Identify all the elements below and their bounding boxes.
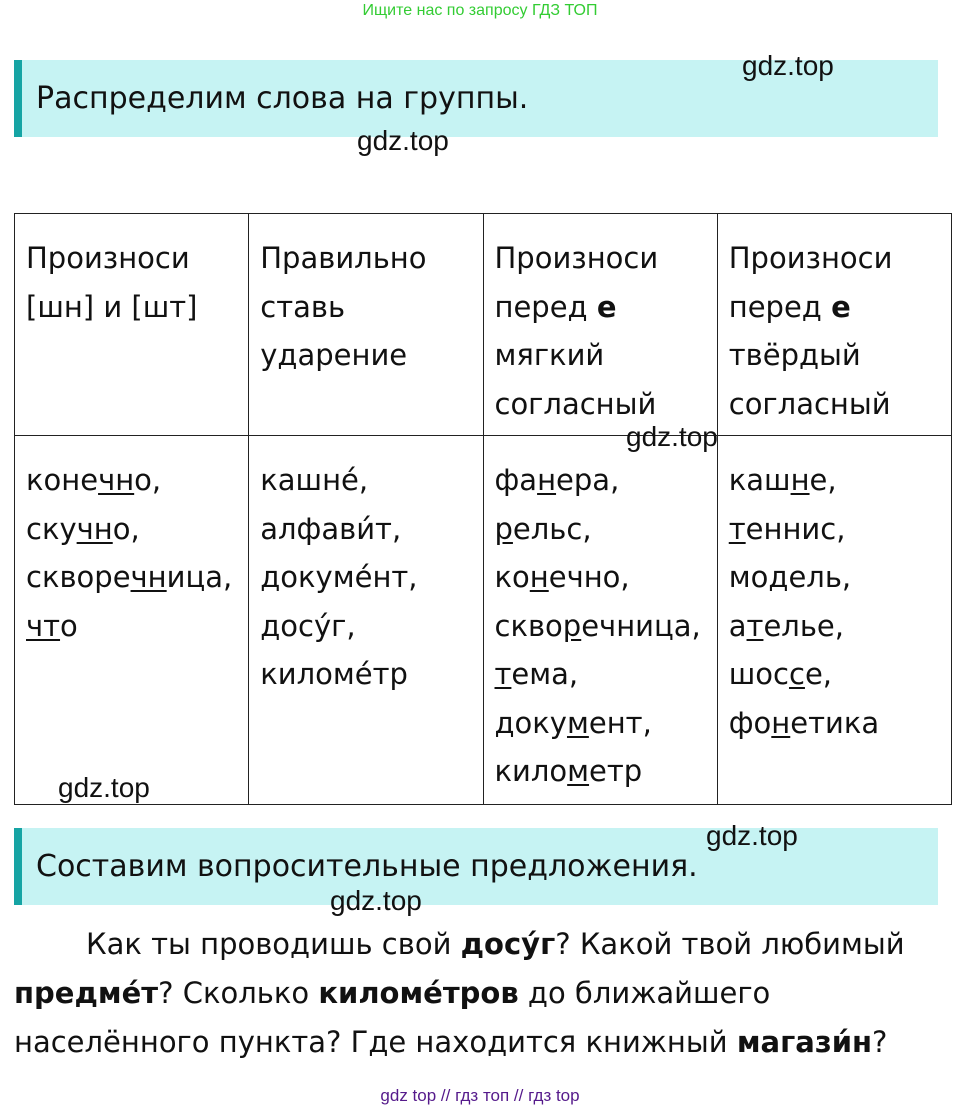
underlined-letters: с [788,657,805,691]
table-row [15,436,952,805]
word-line [26,505,242,554]
bold-word: досу́г [460,927,556,961]
header-cell-content [729,234,945,428]
watermark: gdz.top [58,772,150,803]
text-segment: твёрдый [728,338,861,372]
top-search-note: Ищите нас по запросу ГДЗ ТОП [362,2,598,19]
word-line [495,699,711,748]
underlined-letters: т [494,657,512,691]
word-list [729,456,945,747]
underlined-letters: н [790,463,810,497]
text-segment: ельс, [512,511,592,546]
word-line [495,331,711,380]
text-segment: доку [494,705,567,740]
watermark: gdz.top [706,820,798,851]
text-segment: шос [728,657,789,691]
text-segment: каш [728,463,791,497]
underlined-letters: чн [98,463,135,497]
bold-word: е [831,289,851,324]
word-line [260,456,476,505]
word-line [26,553,242,602]
text-segment: кашне́, [260,463,369,497]
word-cell [249,436,483,805]
word-cell [483,436,717,805]
word-line [260,553,476,602]
word-line [729,650,945,699]
text-segment: о, [112,511,140,546]
underlined-letters: н [771,705,791,740]
text-segment: фа [494,463,538,497]
header-cell [483,214,717,436]
word-list [260,456,476,699]
text-segment: ечница, [581,608,701,643]
bold-word: магази́н [736,1025,873,1059]
watermark: gdz.top [330,885,422,916]
underlined-letters: р [494,511,513,546]
text-segment: о [60,608,78,643]
text-segment: о, [134,463,162,497]
text-segment: ель, [788,560,852,594]
text-segment: коне [26,463,99,497]
word-line [260,650,476,699]
text-segment: Произноси [728,241,893,275]
word-cell [15,436,249,805]
underlined-letters: д [768,560,789,594]
watermark: gdz.top [626,421,718,452]
text-segment: кило [494,754,568,788]
word-line [495,505,711,554]
text-segment: согласный [728,386,891,421]
header-cell [15,214,249,436]
header-cell-content [495,234,711,428]
word-line [260,602,476,651]
word-line [260,331,476,380]
text-segment: скворе [26,560,131,594]
text-segment: перед [728,289,832,324]
bold-word: е [596,289,617,324]
text-segment: етика [790,705,880,740]
text-segment: е, [804,657,832,691]
word-line [729,234,945,283]
header-cell [717,214,951,436]
word-line [495,456,711,505]
word-list [495,456,711,796]
text-segment: а [728,608,747,643]
section-title-groups: Распределим слова на группы. [36,81,529,116]
text-segment: ударение [260,338,408,372]
word-line [495,283,711,332]
text-segment: ? [872,1025,888,1059]
text-segment: ставь [260,289,346,324]
question-paragraph [14,920,944,1067]
underlined-letters: чт [26,608,61,643]
bold-word: предме́т [14,976,159,1010]
bold-word: киломе́тров [318,976,519,1010]
text-segment: Как ты проводишь свой [86,927,461,961]
watermark: gdz.top [357,125,449,156]
underlined-letters: т [728,511,746,546]
text-segment: алфави́т, [260,511,402,546]
underlined-letters: м [566,705,589,740]
word-line [729,456,945,505]
text-segment: Произноси [26,241,190,275]
word-line [729,553,945,602]
word-line [729,380,945,429]
text-segment: е, [809,463,837,497]
word-line [260,505,476,554]
text-segment: перед [494,289,597,324]
word-line [495,553,711,602]
word-line [495,747,711,796]
underlined-letters: чн [76,511,113,546]
text-segment: ент, [588,705,652,740]
word-line [729,602,945,651]
word-line [495,602,711,651]
word-line [26,456,242,505]
word-line [729,699,945,748]
word-line [260,234,476,283]
word-line [26,602,242,651]
paragraph-text [14,927,905,1059]
text-segment: ? Какой твой любимый [555,927,905,961]
word-line [729,283,945,332]
text-segment: мягкий [494,338,605,372]
text-segment: согласный [494,386,657,421]
text-segment: докуме́нт, [260,560,418,594]
underlined-letters: р [562,608,582,643]
footer-links: gdz top // гдз топ // гдз top [380,1086,580,1105]
section-title-questions: Составим вопросительные предложения. [36,849,698,884]
text-segment: скво [494,608,563,643]
text-segment: ема, [511,657,579,691]
text-segment: ица, [166,560,233,594]
word-line [729,505,945,554]
text-segment: ечно, [548,560,630,594]
word-line [729,331,945,380]
word-line [495,234,711,283]
word-line [26,283,242,332]
underlined-letters: н [529,560,549,594]
text-segment: ко [494,560,530,594]
header-cell [249,214,483,436]
text-segment: ску [26,511,77,546]
text-segment: ? Сколько [158,976,319,1010]
text-segment: [шн] и [шт] [26,289,198,324]
underlined-letters: н [537,463,557,497]
header-cell-content [260,234,476,380]
text-segment: фо [728,705,772,740]
text-segment: до ближайшего населённого пункта? Где находится книжный [14,976,771,1059]
text-segment: ера, [556,463,620,497]
text-segment: етр [589,754,643,788]
section-banner-questions [14,828,938,905]
text-segment: Правильно [260,241,427,275]
text-segment: Произноси [494,241,659,275]
text-segment: киломе́тр [260,657,408,691]
text-segment: досу́г, [260,608,356,643]
text-segment: елье, [763,608,844,643]
text-segment: еннис, [745,511,846,546]
underlined-letters: т [746,608,764,643]
word-line [26,234,242,283]
table-header-row [15,214,952,436]
text-segment: мо [728,560,769,594]
word-list [26,456,242,650]
underlined-letters: м [567,754,590,788]
underlined-letters: чн [130,560,167,594]
word-line [260,283,476,332]
word-line [495,650,711,699]
header-cell-content [26,234,242,331]
watermark: gdz.top [742,50,834,81]
word-cell [717,436,951,805]
word-groups-table [14,213,952,805]
